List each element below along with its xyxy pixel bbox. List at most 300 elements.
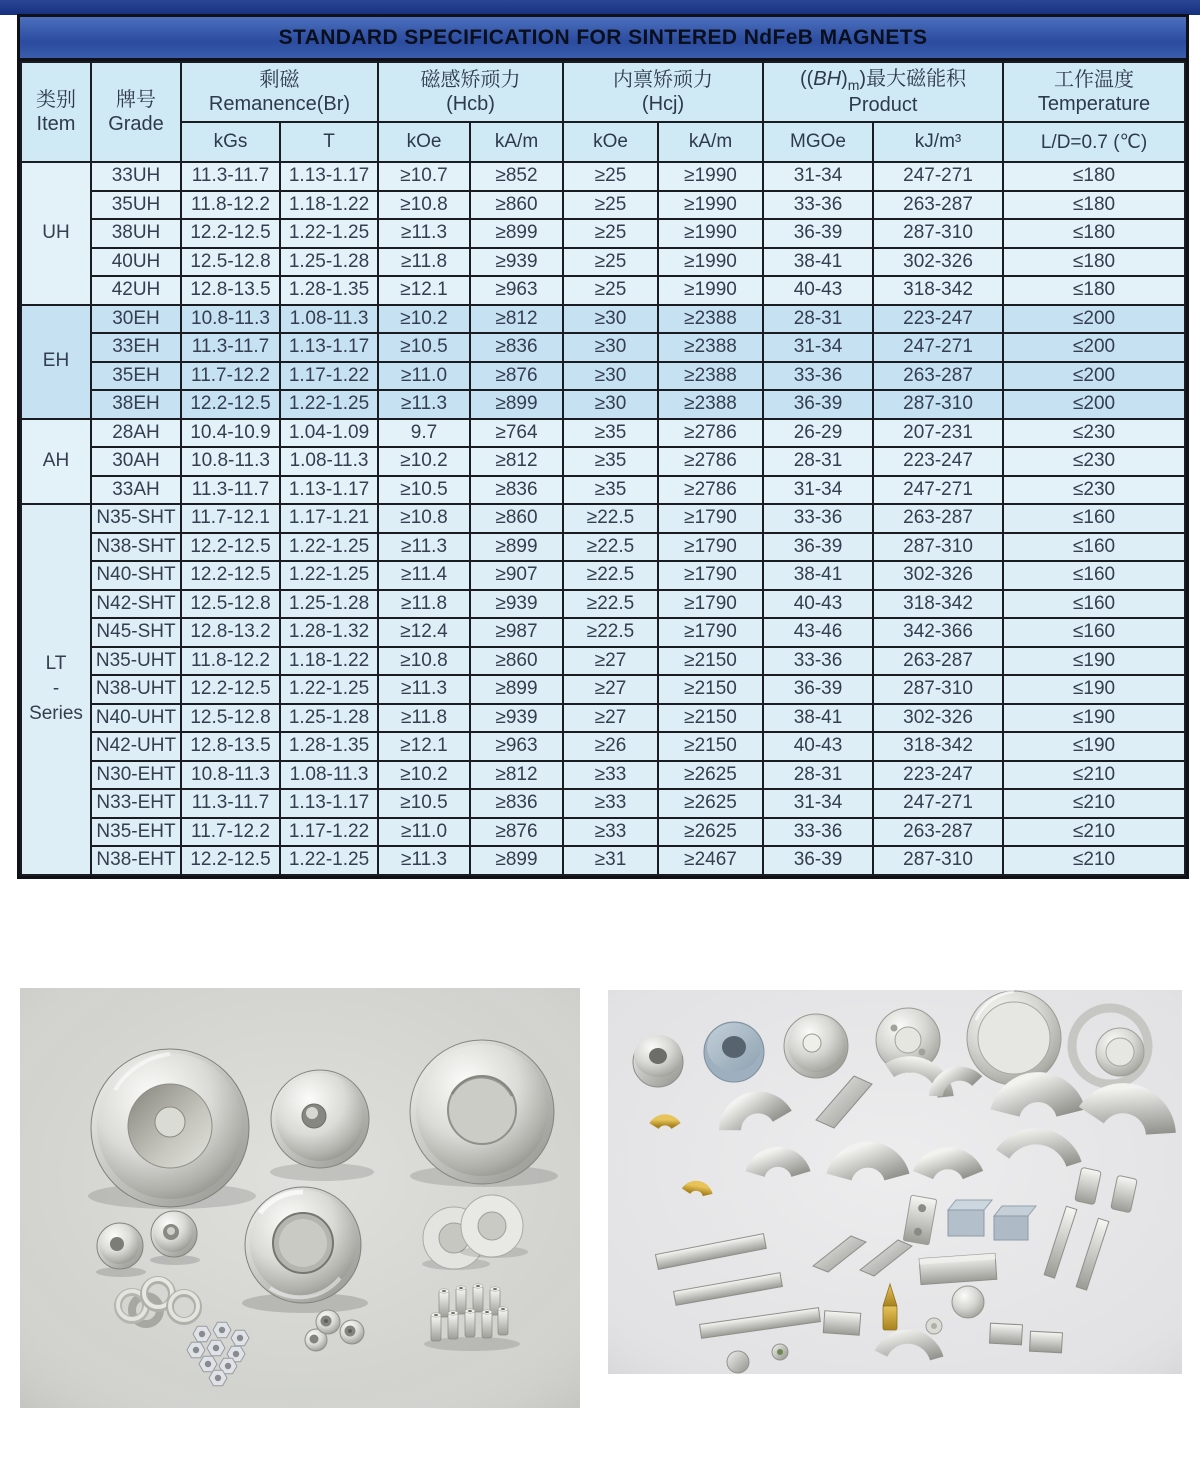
value-cell: 287-310 xyxy=(873,846,1003,875)
value-cell: ≥11.3 xyxy=(378,846,470,875)
value-cell: ≥33 xyxy=(563,789,658,818)
value-cell: ≥11.8 xyxy=(378,248,470,277)
wide-block-magnet xyxy=(919,1253,997,1284)
value-cell: ≥33 xyxy=(563,818,658,847)
value-cell: 12.2-12.5 xyxy=(181,390,280,419)
header-row-units xyxy=(21,122,1185,162)
table-row xyxy=(21,504,1185,533)
value-cell: ≥907 xyxy=(470,561,563,590)
value-cell: ≥11.4 xyxy=(378,561,470,590)
value-cell: ≥2625 xyxy=(658,761,763,790)
value-cell: ≥987 xyxy=(470,618,563,647)
value-cell: ≥2467 xyxy=(658,846,763,875)
value-cell: ≥12.1 xyxy=(378,276,470,305)
value-cell: 1.04-1.09 xyxy=(280,419,378,448)
unit-header-kam-hcj: kA/m xyxy=(658,122,763,162)
value-cell: ≤200 xyxy=(1003,362,1185,391)
table-row xyxy=(21,390,1185,419)
value-cell: 11.3-11.7 xyxy=(181,789,280,818)
value-cell: 287-310 xyxy=(873,533,1003,562)
value-cell: ≥2388 xyxy=(658,305,763,334)
table-row xyxy=(21,248,1185,277)
group-label xyxy=(21,305,91,419)
value-cell: ≤180 xyxy=(1003,248,1185,277)
value-cell: ≥2150 xyxy=(658,732,763,761)
value-cell: 263-287 xyxy=(873,504,1003,533)
value-cell: ≥876 xyxy=(470,362,563,391)
value-cell: ≥2625 xyxy=(658,818,763,847)
value-cell: 33-36 xyxy=(763,362,873,391)
value-cell: 11.3-11.7 xyxy=(181,333,280,362)
value-cell: 11.8-12.2 xyxy=(181,647,280,676)
unit-header-kam-hcb: kA/m xyxy=(470,122,563,162)
value-cell: ≤190 xyxy=(1003,675,1185,704)
value-cell: ≥11.0 xyxy=(378,818,470,847)
value-cell: 10.8-11.3 xyxy=(181,761,280,790)
value-cell: ≥10.5 xyxy=(378,789,470,818)
value-cell: ≥899 xyxy=(470,533,563,562)
value-cell: ≥30 xyxy=(563,362,658,391)
value-cell: ≥12.4 xyxy=(378,618,470,647)
value-cell: 1.25-1.28 xyxy=(280,248,378,277)
col-header-remanence: 剩磁 Remanence(Br) xyxy=(181,62,378,122)
grade-cell: 33EH xyxy=(91,333,181,362)
value-cell: ≤180 xyxy=(1003,219,1185,248)
value-cell: 11.3-11.7 xyxy=(181,476,280,505)
value-cell: ≤230 xyxy=(1003,447,1185,476)
spec-sheet xyxy=(17,14,1189,879)
table-row xyxy=(21,761,1185,790)
value-cell: ≥11.3 xyxy=(378,219,470,248)
value-cell: ≥899 xyxy=(470,675,563,704)
value-cell: ≤210 xyxy=(1003,761,1185,790)
ring-cylinder-magnet xyxy=(633,1035,683,1087)
value-cell: ≤180 xyxy=(1003,276,1185,305)
value-cell: ≥11.8 xyxy=(378,590,470,619)
value-cell: ≥2388 xyxy=(658,390,763,419)
value-cell: ≥22.5 xyxy=(563,533,658,562)
grade-cell: N45-SHT xyxy=(91,618,181,647)
value-cell: ≥22.5 xyxy=(563,590,658,619)
value-cell: ≥1790 xyxy=(658,504,763,533)
value-cell: 247-271 xyxy=(873,333,1003,362)
value-cell: ≥22.5 xyxy=(563,618,658,647)
grade-cell: 38EH xyxy=(91,390,181,419)
value-cell: 263-287 xyxy=(873,362,1003,391)
product-photo-left xyxy=(20,988,580,1408)
value-cell: ≥31 xyxy=(563,846,658,875)
value-cell: 318-342 xyxy=(873,590,1003,619)
table-row xyxy=(21,162,1185,191)
tiny-disc-magnet xyxy=(727,1351,749,1373)
value-cell: 1.22-1.25 xyxy=(280,675,378,704)
table-row xyxy=(21,419,1185,448)
value-cell: ≥10.7 xyxy=(378,162,470,191)
value-cell: ≥1990 xyxy=(658,191,763,220)
value-cell: 318-342 xyxy=(873,732,1003,761)
value-cell: ≤200 xyxy=(1003,305,1185,334)
value-cell: ≥10.8 xyxy=(378,647,470,676)
value-cell: 12.5-12.8 xyxy=(181,248,280,277)
value-cell: 11.3-11.7 xyxy=(181,162,280,191)
value-cell: ≥11.3 xyxy=(378,675,470,704)
spec-table-body xyxy=(21,162,1185,875)
unit-header-mgoe: MGOe xyxy=(763,122,873,162)
grade-cell: N33-EHT xyxy=(91,789,181,818)
group-label-line: UH xyxy=(42,221,70,243)
value-cell: ≥25 xyxy=(563,219,658,248)
unit-header-kgs: kGs xyxy=(181,122,280,162)
table-row xyxy=(21,219,1185,248)
value-cell: ≥836 xyxy=(470,789,563,818)
value-cell: 36-39 xyxy=(763,846,873,875)
value-cell: ≥35 xyxy=(563,419,658,448)
grade-cell: N38-UHT xyxy=(91,675,181,704)
value-cell: 247-271 xyxy=(873,476,1003,505)
value-cell: ≥27 xyxy=(563,675,658,704)
value-cell: 12.8-13.2 xyxy=(181,618,280,647)
value-cell: 12.2-12.5 xyxy=(181,675,280,704)
value-cell: ≥963 xyxy=(470,276,563,305)
value-cell: 12.2-12.5 xyxy=(181,846,280,875)
value-cell: 263-287 xyxy=(873,818,1003,847)
col-header-temperature: 工作温度 Temperature xyxy=(1003,62,1185,122)
value-cell: ≥876 xyxy=(470,818,563,847)
value-cell: 26-29 xyxy=(763,419,873,448)
table-row xyxy=(21,476,1185,505)
value-cell: 33-36 xyxy=(763,191,873,220)
value-cell: ≥11.3 xyxy=(378,533,470,562)
value-cell: 28-31 xyxy=(763,305,873,334)
group-label-line: - xyxy=(52,677,60,699)
value-cell: ≥10.8 xyxy=(378,504,470,533)
grade-cell: N35-UHT xyxy=(91,647,181,676)
tiny-ring-green-core xyxy=(772,1344,788,1360)
grade-cell: N40-SHT xyxy=(91,561,181,590)
header-row-groups xyxy=(21,62,1185,122)
value-cell: ≥860 xyxy=(470,647,563,676)
value-cell: ≤180 xyxy=(1003,191,1185,220)
value-cell: 223-247 xyxy=(873,761,1003,790)
value-cell: 287-310 xyxy=(873,219,1003,248)
value-cell: ≥860 xyxy=(470,191,563,220)
group-label xyxy=(21,162,91,305)
table-row xyxy=(21,561,1185,590)
value-cell: ≥22.5 xyxy=(563,504,658,533)
grade-cell: N35-EHT xyxy=(91,818,181,847)
value-cell: 302-326 xyxy=(873,248,1003,277)
value-cell: 1.28-1.35 xyxy=(280,732,378,761)
unit-header-kjm3: kJ/m³ xyxy=(873,122,1003,162)
table-row xyxy=(21,818,1185,847)
value-cell: ≥22.5 xyxy=(563,561,658,590)
value-cell: ≥2150 xyxy=(658,704,763,733)
value-cell: ≤190 xyxy=(1003,647,1185,676)
value-cell: ≥812 xyxy=(470,305,563,334)
table-row xyxy=(21,789,1185,818)
value-cell: 287-310 xyxy=(873,390,1003,419)
table-row xyxy=(21,590,1185,619)
value-cell: 11.8-12.2 xyxy=(181,191,280,220)
value-cell: ≥1790 xyxy=(658,618,763,647)
value-cell: ≤210 xyxy=(1003,789,1185,818)
value-cell: 1.18-1.22 xyxy=(280,191,378,220)
value-cell: 223-247 xyxy=(873,305,1003,334)
value-cell: 302-326 xyxy=(873,704,1003,733)
value-cell: 12.8-13.5 xyxy=(181,276,280,305)
col-header-item: 类别 Item xyxy=(21,62,91,162)
value-cell: 263-287 xyxy=(873,191,1003,220)
value-cell: 342-366 xyxy=(873,618,1003,647)
table-row xyxy=(21,846,1185,875)
value-cell: 1.08-11.3 xyxy=(280,305,378,334)
value-cell: ≥10.8 xyxy=(378,191,470,220)
value-cell: 12.5-12.8 xyxy=(181,590,280,619)
value-cell: 1.18-1.22 xyxy=(280,647,378,676)
value-cell: 1.22-1.25 xyxy=(280,561,378,590)
grade-cell: 33UH xyxy=(91,162,181,191)
group-label xyxy=(21,504,91,875)
value-cell: 12.5-12.8 xyxy=(181,704,280,733)
value-cell: ≥11.0 xyxy=(378,362,470,391)
value-cell: ≥1990 xyxy=(658,162,763,191)
value-cell: ≤160 xyxy=(1003,561,1185,590)
value-cell: 1.25-1.28 xyxy=(280,590,378,619)
value-cell: 36-39 xyxy=(763,533,873,562)
top-scan-strip xyxy=(0,0,1200,15)
value-cell: ≤230 xyxy=(1003,476,1185,505)
value-cell: ≥939 xyxy=(470,590,563,619)
value-cell: ≥33 xyxy=(563,761,658,790)
value-cell: ≥963 xyxy=(470,732,563,761)
value-cell: 40-43 xyxy=(763,732,873,761)
value-cell: ≥10.2 xyxy=(378,447,470,476)
value-cell: 33-36 xyxy=(763,818,873,847)
gold-arc-segment-1 xyxy=(654,1120,676,1126)
value-cell: 38-41 xyxy=(763,704,873,733)
value-cell: 40-43 xyxy=(763,276,873,305)
value-cell: ≥1990 xyxy=(658,248,763,277)
value-cell: ≥1990 xyxy=(658,219,763,248)
value-cell: 263-287 xyxy=(873,647,1003,676)
tiny-washer xyxy=(926,1318,942,1334)
unit-header-ld: L/D=0.7 (℃) xyxy=(1003,122,1185,162)
value-cell: ≥939 xyxy=(470,248,563,277)
value-cell: 12.8-13.5 xyxy=(181,732,280,761)
value-cell: 33-36 xyxy=(763,504,873,533)
value-cell: ≥26 xyxy=(563,732,658,761)
value-cell: ≥25 xyxy=(563,162,658,191)
large-thin-ring-magnet xyxy=(967,991,1061,1085)
grade-cell: N38-EHT xyxy=(91,846,181,875)
grade-cell: N38-SHT xyxy=(91,533,181,562)
value-cell: 31-34 xyxy=(763,476,873,505)
value-cell: 10.4-10.9 xyxy=(181,419,280,448)
unit-header-t: T xyxy=(280,122,378,162)
value-cell: ≤230 xyxy=(1003,419,1185,448)
value-cell: ≥2150 xyxy=(658,675,763,704)
grade-cell: 40UH xyxy=(91,248,181,277)
value-cell: 247-271 xyxy=(873,162,1003,191)
value-cell: ≤210 xyxy=(1003,846,1185,875)
value-cell: 1.22-1.25 xyxy=(280,219,378,248)
table-row xyxy=(21,675,1185,704)
grade-cell: 33AH xyxy=(91,476,181,505)
value-cell: 28-31 xyxy=(763,761,873,790)
table-row xyxy=(21,647,1185,676)
value-cell: 1.13-1.17 xyxy=(280,162,378,191)
value-cell: ≥11.3 xyxy=(378,390,470,419)
grade-cell: 35UH xyxy=(91,191,181,220)
value-cell: 1.22-1.25 xyxy=(280,390,378,419)
small-block-magnet xyxy=(823,1311,860,1335)
value-cell: 287-310 xyxy=(873,675,1003,704)
value-cell: ≥1790 xyxy=(658,561,763,590)
table-row xyxy=(21,333,1185,362)
value-cell: ≥27 xyxy=(563,704,658,733)
thick-disc-with-hole xyxy=(784,1014,848,1078)
value-cell: ≤190 xyxy=(1003,732,1185,761)
value-cell: 1.25-1.28 xyxy=(280,704,378,733)
grade-cell: N40-UHT xyxy=(91,704,181,733)
group-label-line: Series xyxy=(29,702,83,724)
table-row xyxy=(21,618,1185,647)
table-row xyxy=(21,732,1185,761)
value-cell: 10.8-11.3 xyxy=(181,447,280,476)
value-cell: ≤160 xyxy=(1003,618,1185,647)
col-header-grade: 牌号 Grade xyxy=(91,62,181,162)
value-cell: 12.2-12.5 xyxy=(181,219,280,248)
grade-cell: N42-UHT xyxy=(91,732,181,761)
table-row xyxy=(21,276,1185,305)
value-cell: 1.28-1.32 xyxy=(280,618,378,647)
unit-header-koe-hcb: kOe xyxy=(378,122,470,162)
value-cell: 247-271 xyxy=(873,789,1003,818)
grade-cell: 30AH xyxy=(91,447,181,476)
value-cell: 1.28-1.35 xyxy=(280,276,378,305)
value-cell: 10.8-11.3 xyxy=(181,305,280,334)
value-cell: ≥2388 xyxy=(658,362,763,391)
value-cell: ≥10.5 xyxy=(378,476,470,505)
value-cell: 36-39 xyxy=(763,219,873,248)
value-cell: ≥10.2 xyxy=(378,761,470,790)
value-cell: 12.2-12.5 xyxy=(181,533,280,562)
unit-header-koe-hcj: kOe xyxy=(563,122,658,162)
value-cell: ≥30 xyxy=(563,390,658,419)
value-cell: ≤210 xyxy=(1003,818,1185,847)
value-cell: 1.17-1.22 xyxy=(280,362,378,391)
value-cell: 9.7 xyxy=(378,419,470,448)
value-cell: ≥2786 xyxy=(658,419,763,448)
value-cell: ≥2625 xyxy=(658,789,763,818)
grade-cell: N30-EHT xyxy=(91,761,181,790)
value-cell: 31-34 xyxy=(763,333,873,362)
value-cell: ≤180 xyxy=(1003,162,1185,191)
spec-table xyxy=(20,61,1186,876)
value-cell: 1.08-11.3 xyxy=(280,447,378,476)
value-cell: ≤160 xyxy=(1003,590,1185,619)
value-cell: 1.22-1.25 xyxy=(280,533,378,562)
value-cell: 28-31 xyxy=(763,447,873,476)
product-photo-right xyxy=(608,990,1182,1374)
value-cell: ≥25 xyxy=(563,248,658,277)
value-cell: ≥35 xyxy=(563,447,658,476)
value-cell: ≥35 xyxy=(563,476,658,505)
page-title: STANDARD SPECIFICATION FOR SINTERED NdFeB MAGNETS xyxy=(20,17,1186,61)
table-row xyxy=(21,362,1185,391)
small-disc-magnet xyxy=(952,1286,984,1318)
group-label xyxy=(21,419,91,505)
value-cell: ≥2786 xyxy=(658,476,763,505)
grade-cell: 35EH xyxy=(91,362,181,391)
grade-cell: 38UH xyxy=(91,219,181,248)
value-cell: 12.2-12.5 xyxy=(181,561,280,590)
group-label-line: LT xyxy=(45,653,67,675)
value-cell: 43-46 xyxy=(763,618,873,647)
value-cell: ≥812 xyxy=(470,761,563,790)
value-cell: ≥1990 xyxy=(658,276,763,305)
value-cell: 33-36 xyxy=(763,647,873,676)
grade-cell: 28AH xyxy=(91,419,181,448)
value-cell: ≥812 xyxy=(470,447,563,476)
col-header-hcb: 磁感矫顽力 (Hcb) xyxy=(378,62,563,122)
value-cell: 36-39 xyxy=(763,390,873,419)
value-cell: 40-43 xyxy=(763,590,873,619)
group-label-line: AH xyxy=(42,449,70,471)
value-cell: ≥27 xyxy=(563,647,658,676)
value-cell: 1.17-1.21 xyxy=(280,504,378,533)
value-cell: ≥899 xyxy=(470,390,563,419)
value-cell: 36-39 xyxy=(763,675,873,704)
group-label-line: EH xyxy=(42,350,70,372)
value-cell: 11.7-12.2 xyxy=(181,362,280,391)
value-cell: 31-34 xyxy=(763,162,873,191)
value-cell: ≥25 xyxy=(563,276,658,305)
value-cell: ≥836 xyxy=(470,476,563,505)
value-cell: 11.7-12.2 xyxy=(181,818,280,847)
value-cell: ≤200 xyxy=(1003,390,1185,419)
grade-cell: N35-SHT xyxy=(91,504,181,533)
value-cell: ≥2786 xyxy=(658,447,763,476)
value-cell: ≥1790 xyxy=(658,590,763,619)
table-row xyxy=(21,447,1185,476)
value-cell: ≤190 xyxy=(1003,704,1185,733)
value-cell: 1.17-1.22 xyxy=(280,818,378,847)
value-cell: 318-342 xyxy=(873,276,1003,305)
value-cell: 223-247 xyxy=(873,447,1003,476)
col-header-hcj: 内禀矫顽力 (Hcj) xyxy=(563,62,763,122)
value-cell: ≥939 xyxy=(470,704,563,733)
table-row xyxy=(21,191,1185,220)
value-cell: ≥25 xyxy=(563,191,658,220)
value-cell: ≥10.5 xyxy=(378,333,470,362)
value-cell: 1.13-1.17 xyxy=(280,476,378,505)
value-cell: ≥764 xyxy=(470,419,563,448)
value-cell: ≥12.1 xyxy=(378,732,470,761)
value-cell: 38-41 xyxy=(763,248,873,277)
value-cell: ≥2150 xyxy=(658,647,763,676)
value-cell: 1.13-1.17 xyxy=(280,333,378,362)
value-cell: ≥860 xyxy=(470,504,563,533)
grade-cell: N42-SHT xyxy=(91,590,181,619)
value-cell: ≥2388 xyxy=(658,333,763,362)
value-cell: ≤200 xyxy=(1003,333,1185,362)
value-cell: ≤160 xyxy=(1003,504,1185,533)
value-cell: 1.08-11.3 xyxy=(280,761,378,790)
table-row xyxy=(21,533,1185,562)
value-cell: ≥899 xyxy=(470,846,563,875)
value-cell: ≥836 xyxy=(470,333,563,362)
